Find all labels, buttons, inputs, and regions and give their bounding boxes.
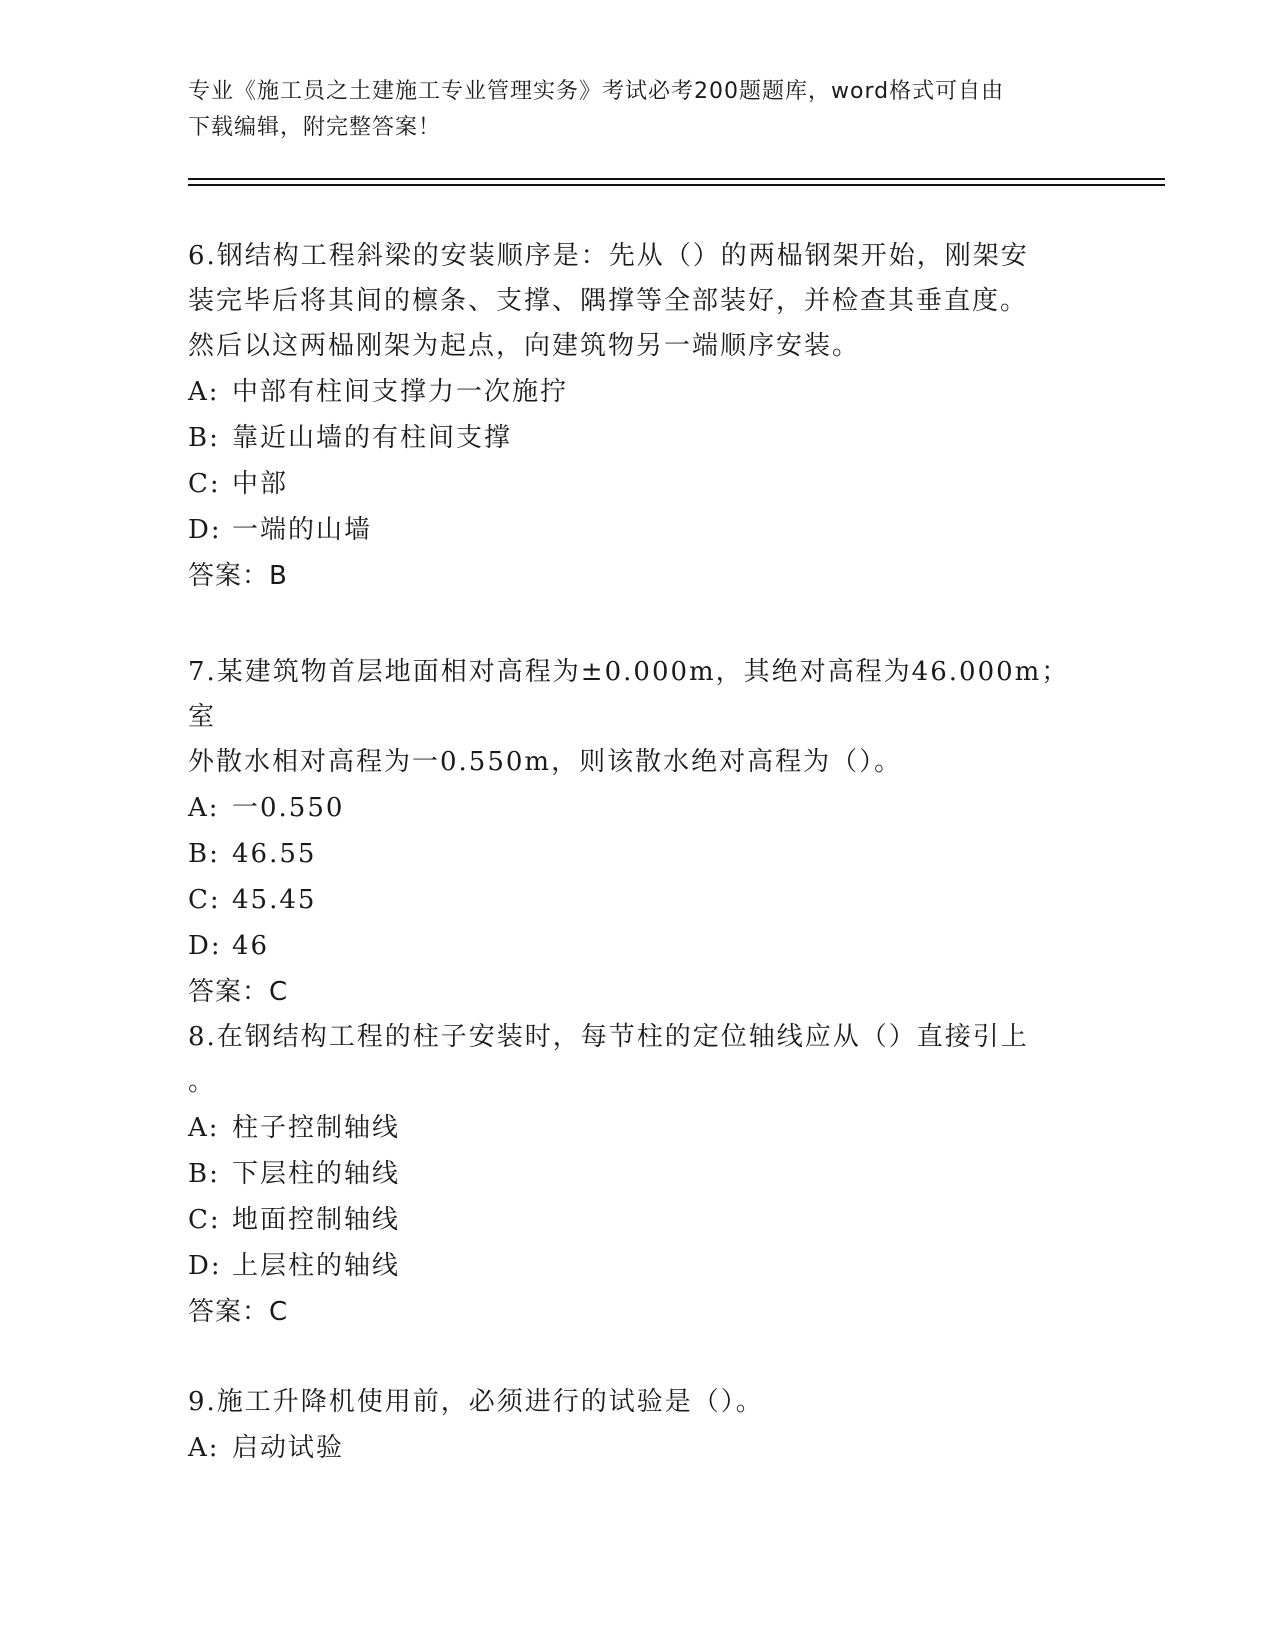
- option-a: [188, 1425, 1088, 1471]
- option-d: [188, 507, 1088, 553]
- question-8: [188, 1015, 1088, 1335]
- header-line-1: 专业《施工员之土建施工专业管理实务》考试必考200题题库，word格式可自由: [188, 79, 1005, 104]
- header-line-2: 下载编辑，附完整答案！: [188, 115, 442, 140]
- option-letter: C:: [188, 1205, 221, 1235]
- question-text-line: 。: [188, 1067, 217, 1097]
- question-text-line: 9.施工升降机使用前，必须进行的试验是（）。: [188, 1387, 764, 1417]
- option-text: 上层柱的轴线: [232, 1251, 401, 1281]
- question-7: [188, 650, 1088, 1015]
- question-text-line: 7.某建筑物首层地面相对高程为±0.000m，其绝对高程为46.000m；室: [188, 657, 1070, 732]
- option-a: [188, 785, 1088, 831]
- answer-line: 答案：B: [188, 561, 288, 591]
- option-letter: D:: [188, 515, 222, 545]
- option-a: [188, 369, 1088, 415]
- option-letter: A:: [188, 1433, 220, 1463]
- option-letter: A:: [188, 1113, 220, 1143]
- option-c: [188, 1197, 1088, 1243]
- option-text: 46: [232, 931, 270, 961]
- question-text-line: 装完毕后将其间的檩条、支撑、隅撑等全部装好，并检查其垂直度。: [188, 286, 1029, 316]
- option-letter: B:: [188, 423, 220, 453]
- question-9: [188, 1380, 1088, 1471]
- answer-line: 答案：C: [188, 1297, 289, 1327]
- option-letter: A:: [188, 793, 220, 823]
- option-c: [188, 877, 1088, 923]
- option-text: 一0.550: [232, 793, 345, 823]
- answer-line: 答案：C: [188, 977, 289, 1007]
- option-b: [188, 831, 1088, 877]
- document-header: [188, 74, 1088, 146]
- option-b: [188, 415, 1088, 461]
- header-divider-bottom: [188, 184, 1165, 186]
- option-letter: B:: [188, 839, 220, 869]
- option-text: 地面控制轴线: [232, 1205, 401, 1235]
- option-text: 靠近山墙的有柱间支撑: [232, 423, 513, 453]
- option-text: 中部有柱间支撑力一次施拧: [232, 377, 569, 407]
- question-text-line: 外散水相对高程为一0.550m，则该散水绝对高程为（）。: [188, 747, 903, 777]
- option-text: 启动试验: [232, 1433, 345, 1463]
- option-letter: B:: [188, 1159, 220, 1189]
- option-text: 45.45: [232, 885, 317, 915]
- option-b: [188, 1151, 1088, 1197]
- option-d: [188, 1243, 1088, 1289]
- question-text-line: 8.在钢结构工程的柱子安装时，每节柱的定位轴线应从（）直接引上: [188, 1022, 1029, 1052]
- question-text-line: 6.钢结构工程斜梁的安装顺序是：先从（）的两榀钢架开始，刚架安: [188, 241, 1029, 271]
- option-c: [188, 461, 1088, 507]
- question-text-line: 然后以这两榀刚架为起点，向建筑物另一端顺序安装。: [188, 331, 861, 361]
- option-a: [188, 1105, 1088, 1151]
- option-letter: C:: [188, 469, 221, 499]
- option-d: [188, 923, 1088, 969]
- option-text: 一端的山墙: [232, 515, 373, 545]
- question-6: [188, 234, 1088, 599]
- header-divider-top: [188, 178, 1165, 180]
- option-letter: C:: [188, 885, 221, 915]
- option-text: 柱子控制轴线: [232, 1113, 401, 1143]
- option-text: 下层柱的轴线: [232, 1159, 401, 1189]
- option-text: 中部: [232, 469, 289, 499]
- option-letter: A:: [188, 377, 220, 407]
- option-letter: D:: [188, 931, 222, 961]
- option-letter: D:: [188, 1251, 222, 1281]
- option-text: 46.55: [232, 839, 317, 869]
